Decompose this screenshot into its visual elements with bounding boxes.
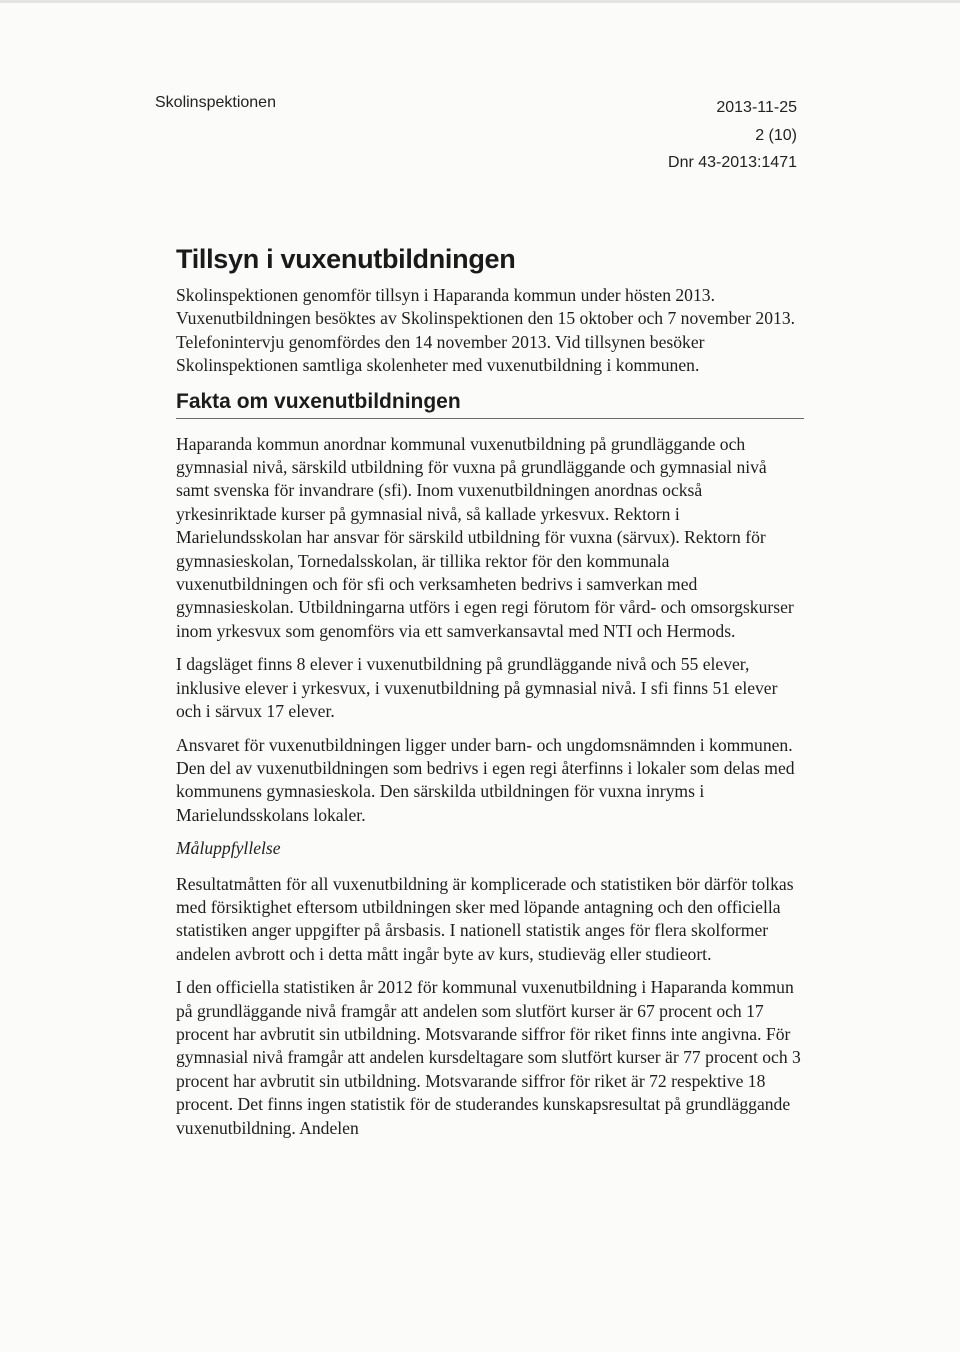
- subsection-heading: Måluppfyllelse: [176, 838, 281, 859]
- section-heading: Fakta om vuxenutbildningen: [176, 388, 804, 419]
- paragraph: I den officiella statistiken år 2012 för kommunal vuxenutbildning i Haparanda kommun på grundläggande nivå framgår att andelen som slutfört kurser är 67 procent och 17 procent har avbrutit sin utbildning. Motsvarande siffror för riket finns inte angivna. För gymnasial nivå framgår att andelen kursdeltagare som slutfört kurser är 77 procent och 3 procent har avbrutit sin utbildning. Motsvarande siffror för riket är 72 respektive 18 procent. Det finns ingen statistik för de studerandes kunskapsresultat på grundläggande vuxenutbildning. Andelen: [176, 977, 801, 1138]
- paragraph: I dagsläget finns 8 elever i vuxenutbildning på grundläggande nivå och 55 elever, inklusive elever i yrkesvux, i vuxenutbildning på gymnasial nivå. I sfi finns 51 elever och i särvux 17 elever.: [176, 654, 778, 722]
- scan-edge: [0, 0, 960, 3]
- header-dnr: Dnr 43-2013:1471: [668, 154, 797, 171]
- intro-paragraph: Skolinspektionen genomför tillsyn i Haparanda kommun under hösten 2013. Vuxenutbildningen besöktes av Skolinspektionen den 15 oktober och 7 november 2013. Telefonintervju genomfördes den 14 november 2013. Vid tillsynen besöker Skolinspektionen samtliga skolenheter med vuxenutbildning i kommunen.: [176, 285, 796, 376]
- header-date: 2013-11-25: [716, 99, 797, 116]
- paragraph: Resultatmåtten för all vuxenutbildning är komplicerade och statistiken bör därför tolkas med försiktighet eftersom utbildningen sker med löpande antagning och den officiella statistiken anger uppgifter på årsbasis. I nationell statistik anges för flera skolformer andelen avbrott och i detta mått ingår byte av kurs, studieväg eller studieort.: [176, 873, 794, 964]
- header-page-number: 2 (10): [755, 126, 797, 144]
- paragraph: Ansvaret för vuxenutbildningen ligger under barn- och ungdomsnämnden i kommunen. Den del av vuxenutbildningen som bedrivs i egen regi återfinns i lokaler som delas med kommunens gymnasieskola. Den särskilda utbildningen för vuxna inryms i Marielundsskolans lokaler.: [176, 734, 795, 825]
- header-organization: Skolinspektionen: [155, 94, 276, 111]
- document-body: [176, 240, 801, 1150]
- document-title: Tillsyn i vuxenutbildningen: [176, 244, 516, 274]
- header-meta: [668, 94, 797, 177]
- paragraph: Haparanda kommun anordnar kommunal vuxenutbildning på grundläggande och gymnasial nivå, särskild utbildning för vuxna på grundläggande och gymnasial nivå samt svenska för invandrare (sfi). Inom vuxenutbildningen anordnas också yrkesinriktade kurser på gymnasial nivå, så kallade yrkesvux. Rektorn i Marielundsskolan har ansvar för särskild utbildning för vuxna (särvux). Rektorn för gymnasieskolan, Tornedalsskolan, är tillika rektor för den kommunala vuxenutbildningen och för sfi och verksamheten bedrivs i samverkan med gymnasieskolan. Utbildningarna utförs i egen regi förutom för vård- och omsorgskurser inom yrkesvux som genomförs via ett samverkansavtal med NTI och Hermods.: [176, 433, 794, 641]
